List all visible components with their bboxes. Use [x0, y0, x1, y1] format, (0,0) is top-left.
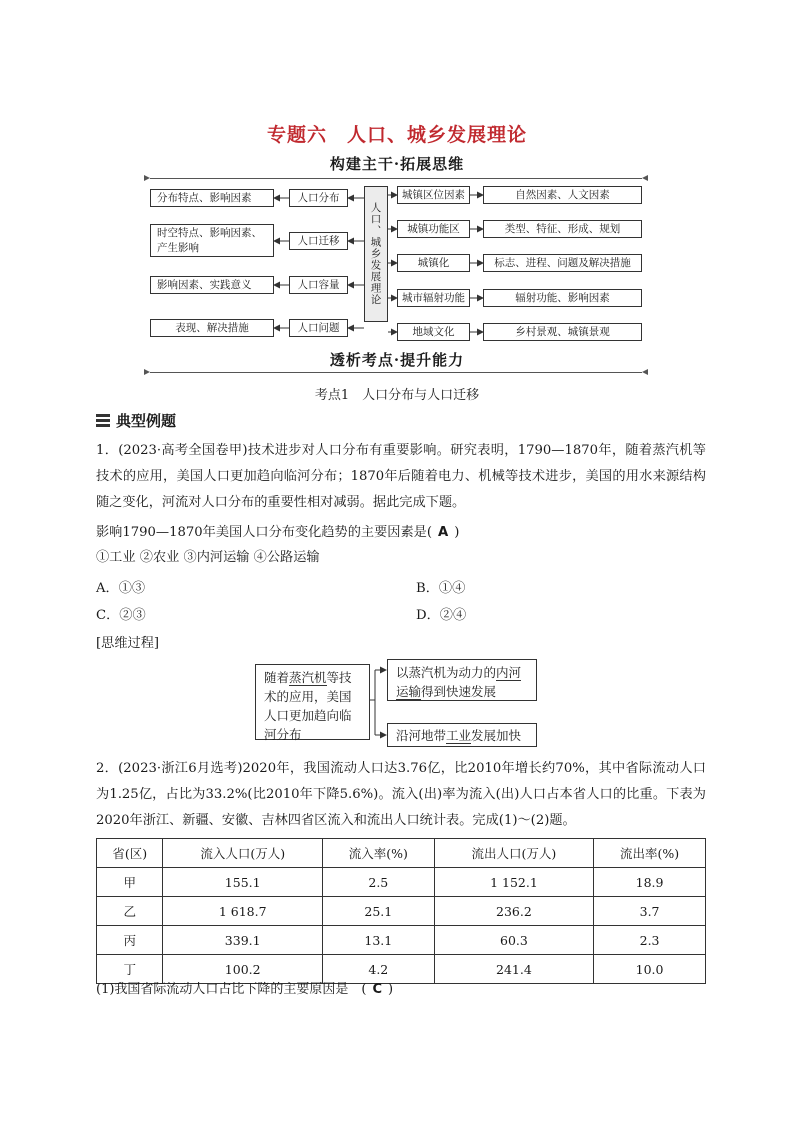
section-heading-analysis: 透析考点·提升能力	[329, 351, 465, 369]
node-regional-culture: 地域文化	[397, 323, 470, 341]
table-header: 省(区)	[97, 839, 163, 868]
table-cell: 2.3	[594, 926, 706, 955]
detail-town-functional-zone: 类型、特征、形成、规划	[483, 220, 642, 238]
detail-population-migration: 时空特点、影响因素、产生影响	[150, 224, 274, 257]
table-cell: 1 618.7	[163, 897, 322, 926]
q2-stem: 2．(2023·浙江6月选考)2020年，我国流动人口达3.76亿，比2010年增长约70%，其中省际流动人口为1.25亿，占比为33.2%(比2010年下降5.6%)。流入(出)率为流入(出)人口占本省人口的比重。下表为2020年浙江、新疆、安徽、吉林四省区流入和流出人口统计表。完成(1)～(2)题。	[96, 761, 706, 828]
table-cell: 丙	[97, 926, 163, 955]
q1-option-c: C．②③	[96, 608, 146, 623]
flow-cause-text: 等技术的应用，美国人口更加趋向临河分布	[264, 670, 352, 742]
table-row	[97, 897, 706, 926]
list-icon	[96, 414, 110, 427]
node-population-issues: 人口问题	[289, 319, 348, 337]
diagram-center-node: 人口、城乡发展理论	[364, 186, 388, 322]
node-urbanization: 城镇化	[397, 254, 470, 272]
table-cell: 241.4	[434, 955, 593, 984]
q1-items: ①工业 ②农业 ③内河运输 ④公路运输	[96, 550, 320, 565]
table-cell: 25.1	[322, 897, 434, 926]
node-population-distribution: 人口分布	[289, 189, 348, 207]
table-cell: 3.7	[594, 897, 706, 926]
q1-answer: A	[438, 525, 449, 540]
table-row	[97, 926, 706, 955]
table-cell: 4.2	[322, 955, 434, 984]
q1-question-close: )	[454, 525, 460, 540]
detail-regional-culture: 乡村景观、城镇景观	[483, 323, 642, 341]
table-header: 流出人口(万人)	[434, 839, 593, 868]
table-header: 流出率(%)	[594, 839, 706, 868]
flow-effect-text: 沿河地带	[396, 728, 447, 743]
table-cell: 60.3	[434, 926, 593, 955]
table-cell: 丁	[97, 955, 163, 984]
table-cell: 155.1	[163, 868, 322, 897]
population-table	[96, 838, 706, 984]
table-row	[97, 868, 706, 897]
example-heading	[96, 410, 176, 431]
q1-question	[96, 520, 706, 546]
detail-population-distribution: 分布特点、影响因素	[150, 189, 274, 207]
detail-city-radiation: 辐射功能、影响因素	[483, 289, 642, 307]
q1-thinking-label: [思维过程]	[96, 636, 160, 651]
table-cell: 2.5	[322, 868, 434, 897]
example-heading-text: 典型例题	[116, 412, 177, 430]
q2-sub1-text: (1)我国省际流动人口占比下降的主要原因是 (	[96, 982, 367, 997]
flow-effect-keyword: 工业	[446, 728, 472, 743]
flow-cause-box	[255, 664, 370, 740]
divider	[150, 372, 642, 373]
table-cell: 18.9	[594, 868, 706, 897]
q1-question-text: 影响1790—1870年美国人口分布变化趋势的主要因素是(	[96, 525, 433, 540]
node-town-functional-zone: 城镇功能区	[397, 220, 470, 238]
q1-stem: 1．(2023·高考全国卷甲)技术进步对人口分布有重要影响。研究表明，1790—1870年，随着蒸汽机等技术的应用，美国人口更加趋向临河分布；1870年后随着电力、机械等技术进步，美国的用水来源结构随之变化，河流对人口分布的重要性相对减弱。据此完成下题。	[96, 443, 706, 510]
flow-effect-text: 发展加快	[471, 728, 522, 743]
table-cell: 1 152.1	[434, 868, 593, 897]
flow-effect-text: 以蒸汽机为动力的	[396, 665, 497, 680]
detail-town-location: 自然因素、人文因素	[483, 186, 642, 204]
flow-effect-bottom	[387, 723, 537, 747]
table-cell: 乙	[97, 897, 163, 926]
q1-option-b: B．①④	[416, 581, 466, 596]
table-header-row	[97, 839, 706, 868]
detail-urbanization: 标志、进程、问题及解决措施	[483, 254, 642, 272]
q2-sub1-answer: C	[372, 982, 383, 997]
node-population-capacity: 人口容量	[289, 276, 348, 294]
node-town-location: 城镇区位因素	[397, 186, 470, 204]
kaodian-heading: 考点1 人口分布与人口迁移	[314, 388, 480, 403]
q1-option-a: A．①③	[96, 581, 146, 596]
table-cell: 13.1	[322, 926, 434, 955]
flow-cause-text: 随着	[264, 670, 290, 685]
detail-population-issues: 表现、解决措施	[150, 319, 274, 337]
table-header: 流入人口(万人)	[163, 839, 322, 868]
q1-option-d: D．②④	[416, 608, 467, 623]
table-header: 流入率(%)	[322, 839, 434, 868]
table-cell: 339.1	[163, 926, 322, 955]
table-cell: 10.0	[594, 955, 706, 984]
node-city-radiation: 城市辐射功能	[397, 289, 470, 307]
flow-effect-text: 得到快速发展	[421, 684, 497, 699]
section-heading-framework: 构建主干·拓展思维	[329, 155, 465, 173]
table-cell: 甲	[97, 868, 163, 897]
flow-cause-keyword: 蒸汽机	[289, 670, 327, 685]
page-title: 专题六 人口、城乡发展理论	[266, 124, 527, 146]
table-cell: 236.2	[434, 897, 593, 926]
table-cell: 100.2	[163, 955, 322, 984]
detail-population-capacity: 影响因素、实践意义	[150, 276, 274, 294]
q2-sub1	[96, 977, 706, 1003]
flow-effect-top	[387, 659, 537, 701]
node-population-migration: 人口迁移	[289, 232, 348, 250]
q2-sub1-close: )	[388, 982, 394, 997]
flow-effect-keyword: 内河运输	[396, 665, 522, 699]
